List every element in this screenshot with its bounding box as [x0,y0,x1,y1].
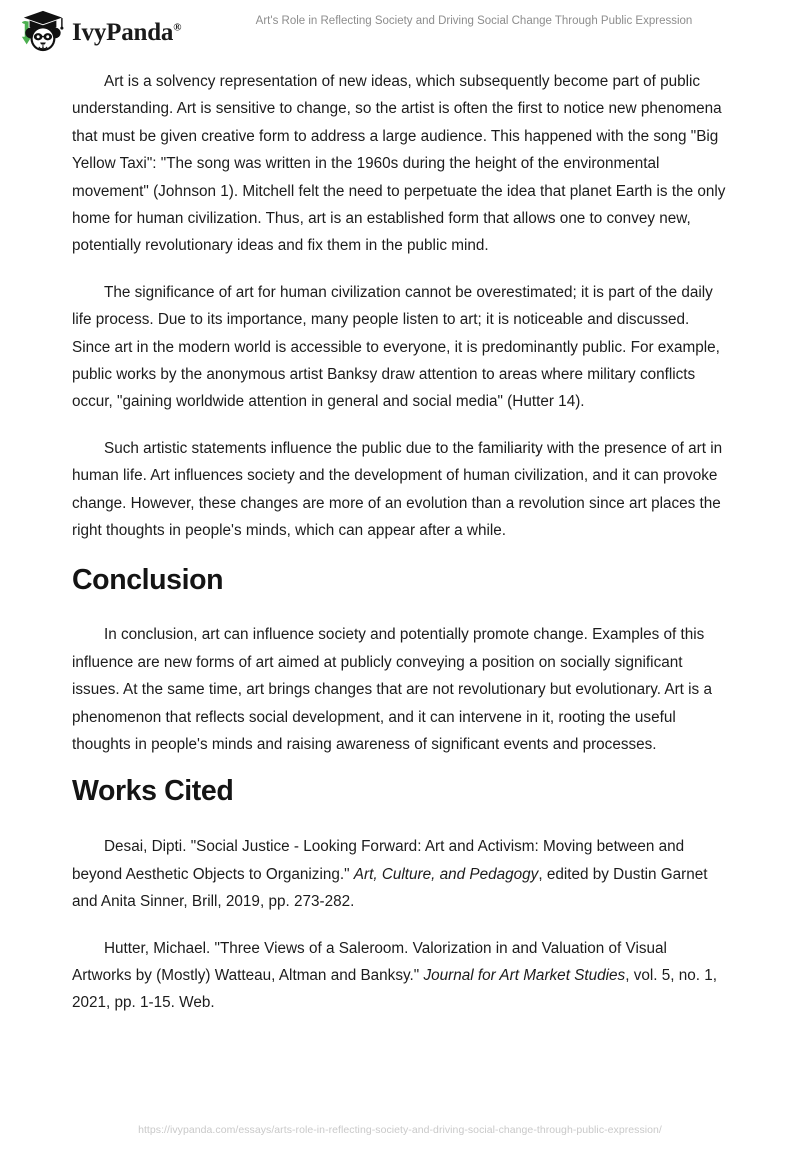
panda-graduate-logo-icon [18,8,66,54]
body-paragraph: Such artistic statements influence the public due to the familiarity with the presence of art in human life. Art influences society and the development of human civilization, and it can provoke change. However, these changes are more of an evolution than a revolution since art places the right thoughts in people's minds, which can appear after a while. [72,439,723,540]
citation-text-after-title: , edited by Dustin Garnet and Anita Sinner, Brill, 2019, pp. 273-282. [72,865,708,911]
registered-trademark-icon: ® [173,21,182,34]
citation-source-title: Art, Culture, and Pedagogy [353,865,539,883]
brand-name: IvyPanda® [72,18,182,46]
body-paragraph: The significance of art for human civilization cannot be overestimated; it is part of the daily life process. Due to its importance, many people listen to art; it is noticeable and discussed. Since art in the modern world is accessible to everyone, it is predominantly public. For example, public works by the anonymous artist Banksy draw attention to areas where military conflicts occur, "gaining worldwide attention in general and social media" (Hutter 14). [72,283,720,411]
conclusion-paragraph: In conclusion, art can influence society and potentially promote change. Examples of this influence are new forms of art aimed at publicly conveying a position on socially significant issues. At the same time, art brings changes that are not revolutionary but evolutionary. Art is a phenomenon that reflects social development, and it can intervene in it, rooting the useful thoughts in people's minds and raising awareness of significant events and processes. [72,626,712,754]
citation-text-before-title: Hutter, Michael. "Three Views of a Saleroom. Valorization in and Valuation of Visual Artworks by (Mostly) Watteau, Altman and Banksy." [72,939,667,984]
page-footer [0,1120,800,1138]
page-header [0,0,800,60]
source-url-link[interactable]: https://ivypanda.com/essays/arts-role-in-reflecting-society-and-driving-social-change-through-public-expression/ [138,1124,662,1136]
citation-source-title: Journal for Art Market Studies [423,967,626,984]
citation-text-after-title: , vol. 5, no. 1, 2021, pp. 1-15. Web. [72,967,718,1012]
citation-text-before-title: Desai, Dipti. "Social Justice - Looking Forward: Art and Activism: Moving between and beyond Aesthetic Objects to Organizing." [72,838,685,883]
body-paragraph: Art is a solvency representation of new ideas, which subsequently become part of public understanding. Art is sensitive to change, so the artist is often the first to notice new phenomena that must be given creative form to address a large audience. This happened with the song "Big Yellow Taxi": "The song was written in the 1960s during the height of the environmental movement" (Johnson 1). Mitchell felt the need to perpetuate the idea that planet Earth is the only home for human civilization. Thus, art is an established form that allows one to convey new, potentially revolutionary ideas and fix them in the public mind. [72,73,726,255]
works-cited-entry [72,833,728,915]
works-cited-heading: Works Cited [72,775,234,808]
document-running-title: Art's Role in Reflecting Society and Driving Social Change Through Public Expression [255,15,693,27]
brand-logo-link[interactable] [18,8,181,54]
works-cited-entry [72,935,728,1017]
document-body [72,68,728,1036]
conclusion-heading: Conclusion [72,563,224,596]
